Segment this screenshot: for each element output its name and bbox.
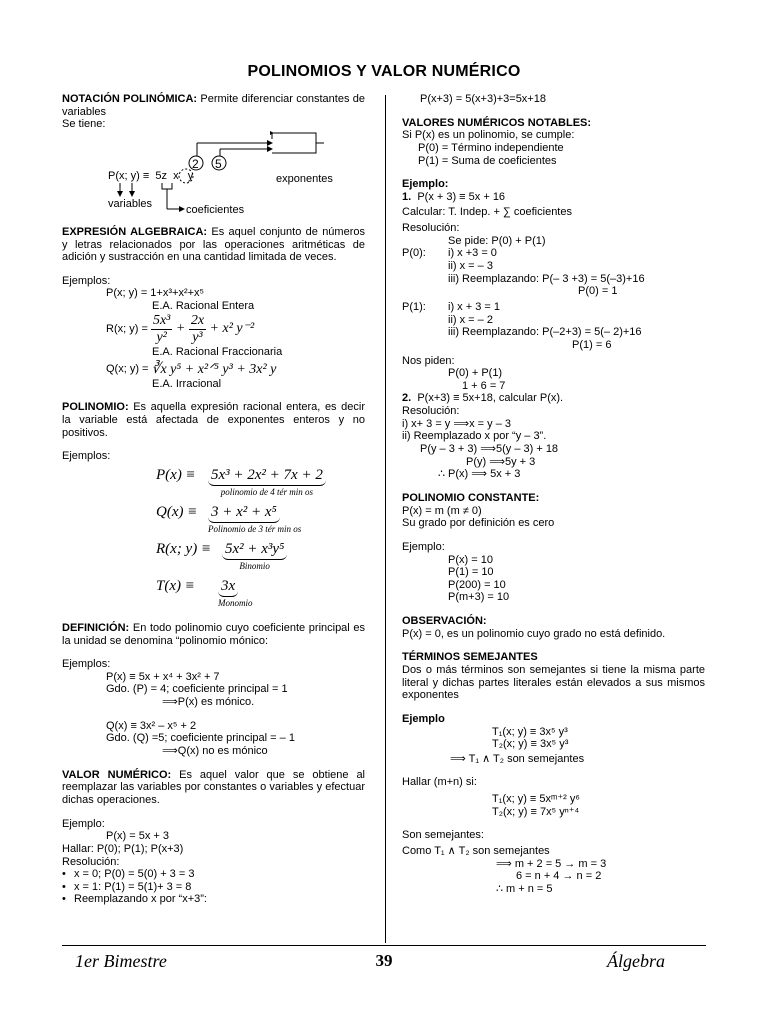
ex1-text: P(x + 3) ≡ 5x + 16 [417,190,506,203]
column-divider [385,95,386,943]
constante-line-1: Su grado por definición es cero [402,517,555,530]
poly-brace-label: Binomio [239,561,270,572]
observacion-heading: OBSERVACIÓN: [402,615,487,628]
p0-line: ii) x = – 3 [448,260,493,273]
ex-q-expr: ∛x y⁵ + x²ᐟ⁵ y³ + 3x² y [151,361,277,377]
final-0: ⟹ m + 2 = 5 → m = 3 [496,857,607,870]
poly-ex-0 [156,467,365,504]
notation-diagram [62,131,365,219]
ex2-text: P(x+3) ≡ 5x+18, calcular P(x). [417,392,564,405]
poly-rhs: 5x² + x³y⁵ [222,541,287,560]
notation-expr: P(x; y) ≡ 5z x y [108,169,194,182]
right-column [402,93,705,896]
ex-q [62,362,365,378]
vn-line-2: Resolución: [62,855,120,868]
ex-r: R(x; y) = $\frac{\text{5x³}}{\text{y²}}$ + $\frac{2x}{\text{y³}}$ + x² y⁻² [106,312,255,345]
expresion-text: Es aquel conjunto de números y letras relacionados por las operaciones aritméticas de adición y sustracción en una cantidad limitada de veces. [62,225,365,264]
p1-line: i) x + 3 = 1 [448,300,500,313]
vn-line-1: Hallar: P(0); P(1); P(x+3) [62,842,184,855]
const-ex: P(x) = 10 [448,553,493,566]
expresion-heading: EXPRESIÓN ALGEBRAICA: [62,225,208,238]
nos-piden-0: P(0) + P(1) [448,367,503,380]
exp-2: 2 [192,156,199,171]
top-line: P(x+3) = 5(x+3)+3=5x+18 [420,93,546,105]
notacion-paragraph [62,93,365,118]
ex-p: P(x; y) = 1+x³+x²+x⁵ [106,287,205,300]
poly-lhs: Q(x) ≡ [156,503,198,520]
vn-bullet: • x = 0; P(0) = 5(0) + 3 = 3 [74,868,365,881]
valor-text: Es aquel valor que se obtiene al reemplazar las variables por constantes o variables y efectuar dichas operaciones. [62,768,366,806]
son-sem: Son semejantes: [402,829,484,842]
calcular: Calcular: T. Indep. + ∑ coeficientes [402,206,572,219]
semejantes-text: Dos o más términos son semejantes si tiene la misma parte literal y dichas partes literales están elevados a sus mismos exponentes [402,663,705,702]
poly-brace-label: polinomio de 4 tér min os [220,487,314,498]
constante-heading: POLINOMIO CONSTANTE: [402,491,540,504]
definicion-heading: DEFINICIÓN: [62,621,130,634]
frac-1: $\frac{\text{5x³}}{\text{y²}}$ [152,312,171,345]
poly-rhs: 5x³ + 2x² + 7x + 2 [208,467,326,486]
monic-0: P(x) ≡ 5x + x⁴ + 3x² + 7 [106,670,220,683]
const-ex: P(m+3) = 10 [448,591,510,604]
const-ex: P(1) = 10 [448,566,494,579]
definicion-paragraph [62,622,365,647]
p0-line: iii) Reemplazando: P(– 3 +3) = 5(–3)+16 [448,272,645,285]
poly-brace-label: Monomio [218,598,253,609]
ex-p-type: E.A. Racional Entera [152,300,255,313]
resolucion: Resolución: [402,222,460,235]
p0-block [402,247,705,285]
page-title: POLINOMIOS Y VALOR NUMÉRICO [247,63,521,80]
monic-4: Gdo. (Q) =5; coeficiente principal = – 1 [106,732,295,745]
ejemplo-s: Ejemplo [402,712,445,725]
notacion-text: Permite diferenciar constantes de variables [62,93,365,118]
ex-r-type: E.A. Racional Fraccionaria [152,345,283,358]
semejantes-heading: TÉRMINOS SEMEJANTES [402,651,538,664]
left-column [62,93,365,906]
ex2-line-0: i) x+ 3 = y ⟹x = y – 3 [402,417,512,430]
ejemplo-heading: Ejemplo: [402,178,449,191]
variables-label: variables [108,197,153,210]
ejemplos-label-3: Ejemplos: [62,658,111,671]
sem-concl: ⟹ T₁ ∧ T₂ son semejantes [450,752,585,765]
monic-1: Gdo. (P) = 4; coeficiente principal = 1 [106,683,288,696]
p0-line: i) x +3 = 0 [448,247,497,260]
poly-lhs: P(x) ≡ [156,466,196,483]
final-1: 6 = n + 4 → n = 2 [516,870,602,883]
page-number: 39 [375,951,393,970]
footer-rule [62,945,706,946]
p1-result: P(1) = 6 [572,338,612,351]
p0-result: P(0) = 1 [578,285,618,298]
p1-line: iii) Reemplazando: P(–2+3) = 5(– 2)+16 [448,326,642,339]
hallar-ex-1: T₂(x; y) ≡ 7x⁵ yⁿ⁺⁴ [492,805,580,818]
poly-lhs: T(x) ≡ [156,577,195,594]
polinomio-paragraph [62,401,365,439]
vn-bullet: • Reemplazando x por “x+3”: [74,893,365,906]
como: Como T₁ ∧ T₂ son semejantes [402,845,550,858]
monic-3: Q(x) ≡ 3x² – x⁵ + 2 [106,719,197,732]
ex-r-label: R(x; y) = [106,323,148,336]
poly-ex-1 [156,504,365,541]
ejemplos-label-1: Ejemplos: [62,274,111,287]
poly-rhs: 3x [218,578,238,597]
final-2: ∴ m + n = 5 [496,882,553,895]
footer-left: 1er Bimestre [75,951,167,971]
ex2 [402,392,705,405]
monic-5: ⟹Q(x) no es mónico [162,745,268,758]
exponentes-label: exponentes [276,172,333,185]
ejemplo-c: Ejemplo: [402,540,445,553]
p1-block [402,301,705,339]
ex1 [402,191,705,204]
poly-ex-2 [156,541,365,578]
poly-brace-label: Polinomio de 3 tér min os [208,524,302,535]
sem-ex-0: T₁(x; y) ≡ 3x⁵ y³ [492,725,568,738]
ex-q-label: Q(x; y) = [106,363,149,376]
ex1-num: 1. [402,190,412,203]
valor-heading: VALOR NUMÉRICO: [62,768,172,781]
nos-piden: Nos piden: [402,354,455,367]
poly-ex-3 [156,578,365,615]
footer-right: Álgebra [607,951,665,971]
polinomio-text: Es aquella expresión racional entera, es decir la variable está afectada de exponentes enteros y no positivos. [62,401,365,439]
notables-line-0: Si P(x) es un polinomio, se cumple: [402,129,575,142]
valor-paragraph [62,769,365,807]
ex2-num: 2. [402,392,412,405]
se-pide: Se pide: P(0) + P(1) [448,234,546,247]
se-tiene: Se tiene: [62,118,106,131]
resolucion-2: Resolución: [402,405,460,418]
coeficientes-label: coeficientes [186,203,245,216]
exp-5: 5 [215,156,222,171]
nos-piden-1: 1 + 6 = 7 [462,379,506,392]
ex2-step-1: P(y) ⟹5y + 3 [466,455,536,468]
notables-line-2: P(1) = Suma de coeficientes [418,154,557,167]
const-ex: P(200) = 10 [448,578,506,591]
poly-rhs: 3 + x² + x⁵ [208,504,280,523]
definicion-text: En todo polinomio cuyo coeficiente principal es la unidad se denomina “polinomio mónico: [62,621,365,647]
hallar: Hallar (m+n) si: [402,776,477,789]
p1-line: ii) x = – 2 [448,313,493,326]
frac-2: $\frac{2x}{\text{y³}}$ [190,312,205,345]
ejemplos-label-2: Ejemplos: [62,450,111,463]
ex2-step-2: ∴ P(x) ⟹ 5x + 3 [438,468,521,481]
sem-ex-1: T₂(x; y) ≡ 3x⁵ y³ [492,738,569,751]
ejemplo-label-4: Ejemplo: [62,817,105,830]
notables-heading: VALORES NUMÉRICOS NOTABLES: [402,116,592,129]
expresion-paragraph [62,226,365,264]
vn-bullets [62,868,365,906]
monic-2: ⟹P(x) es mónico. [162,696,255,709]
polinomio-heading: POLINOMIO: [62,401,129,414]
poly-examples [62,467,365,615]
p1-label: P(1): [402,300,426,313]
notables-line-1: P(0) = Término independiente [418,141,564,154]
poly-lhs: R(x; y) ≡ [156,540,212,557]
constante-line-0: P(x) = m (m ≠ 0) [402,504,482,517]
vn-line-0: P(x) = 5x + 3 [106,830,169,843]
ex2-line-1: ii) Reemplazado x por “y – 3”. [402,430,547,443]
vn-bullet: • x = 1: P(1) = 5(1)+ 3 = 8 [74,881,365,894]
ex-q-type: E.A. Irracional [152,377,222,390]
p0-label: P(0): [402,247,426,260]
notacion-heading: NOTACIÓN POLINÓMICA: [62,93,198,105]
ex2-step-0: P(y – 3 + 3) ⟹5(y – 3) + 18 [420,443,559,456]
hallar-ex-0: T₁(x; y) ≡ 5xᵐ⁺² y⁶ [492,793,580,806]
observacion-text: P(x) = 0, es un polinomio cuyo grado no está definido. [402,627,666,640]
